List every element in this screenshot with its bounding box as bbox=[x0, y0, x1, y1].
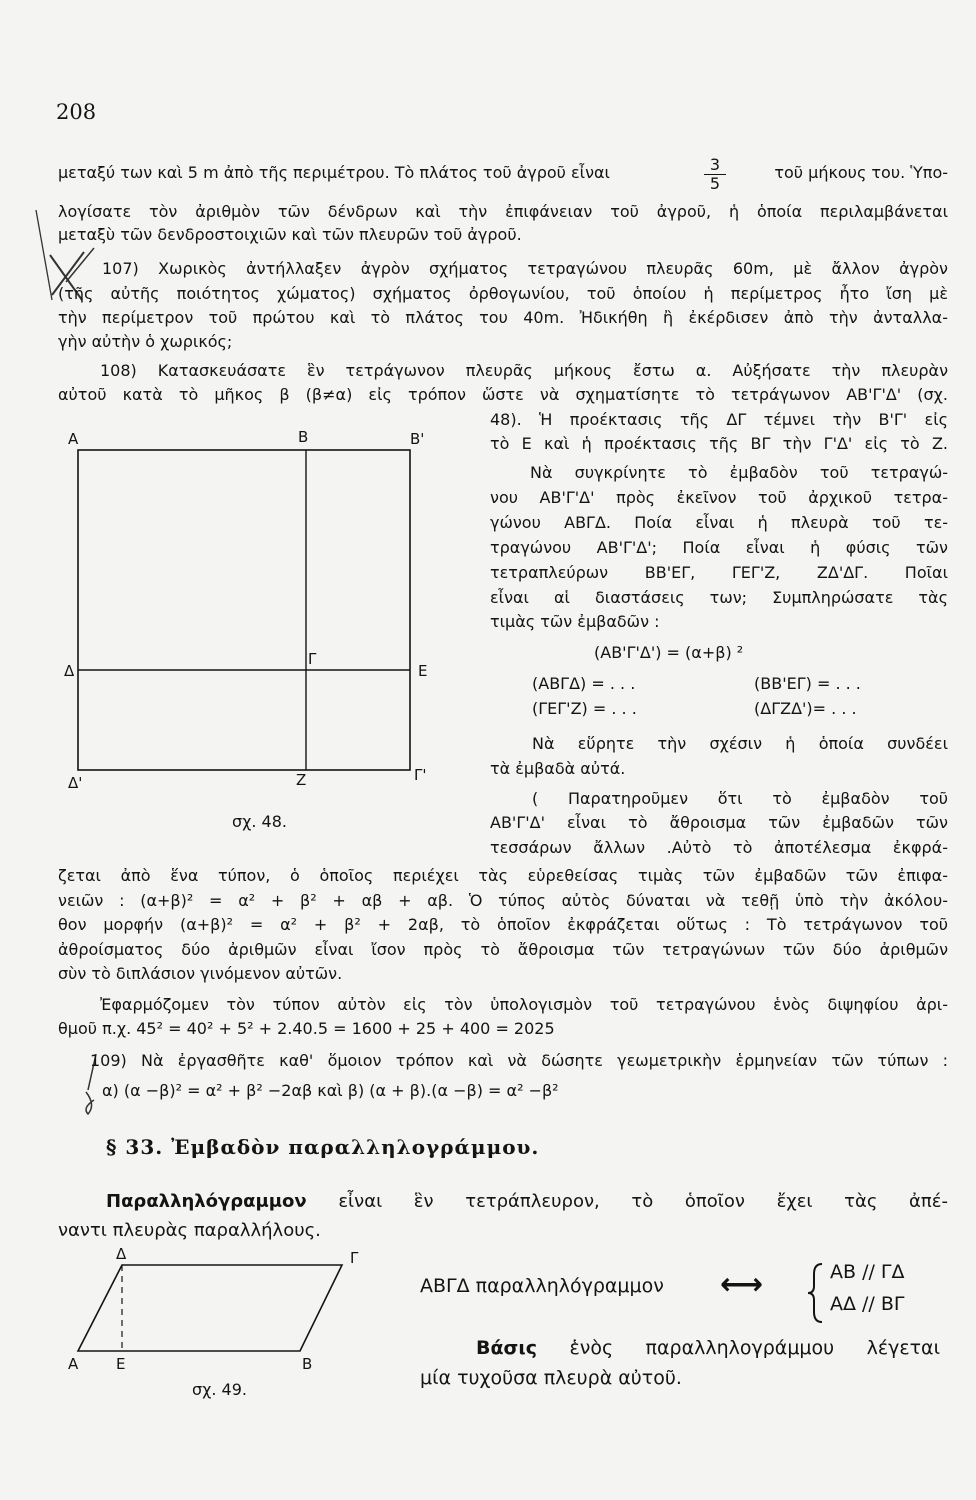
equation: (ΓΕΓ'Ζ) = . . . bbox=[532, 699, 637, 718]
equivalence-right-2: ΑΔ // ΒΓ bbox=[830, 1293, 905, 1315]
figure-49-caption: σχ. 49. bbox=[192, 1380, 247, 1399]
label-D-prime: Δ' bbox=[68, 774, 83, 788]
exercise-107-line: 107) Χωρικὸς ἀντήλλαξεν ἀγρὸν σχήματος τετραγώνου πλευρᾶς 60m, μὲ ἄλλον ἀγρὸν bbox=[102, 259, 948, 278]
brace-icon bbox=[806, 1262, 826, 1324]
text-line: λογίσατε τὸν ἀριθμὸν τῶν δένδρων καὶ τὴν ἐπιφάνειαν τοῦ ἀγροῦ, ἡ ὁποία περιλαμβάνεται bbox=[58, 202, 948, 221]
label-E: Ε bbox=[418, 662, 428, 680]
definition-term: Παραλληλόγραμμον bbox=[106, 1191, 307, 1212]
equivalence-right-1: ΑΒ // ΓΔ bbox=[830, 1261, 905, 1283]
figure-48-caption: σχ. 48. bbox=[232, 812, 287, 831]
equation: (ΑΒ'Γ'Δ') = (α+β) ² bbox=[594, 643, 744, 662]
exercise-108-col-line: τεσσάρων ἄλλων .Αὐτὸ τὸ ἀποτέλεσμα ἐκφρά- bbox=[490, 838, 948, 857]
exercise-108-col-line: τιμὰς τῶν ἐμβαδῶν : bbox=[490, 612, 660, 631]
exercise-108-col-line: γώνου ΑΒΓΔ. Ποία εἶναι ἡ πλευρὰ τοῦ τε- bbox=[490, 513, 948, 532]
label-E: Ε bbox=[116, 1355, 126, 1373]
label-G: Γ bbox=[350, 1249, 359, 1267]
exercise-108-col-line: ( Παρατηροῦμεν ὅτι τὸ ἐμβαδὸν τοῦ bbox=[532, 789, 948, 808]
fraction bbox=[704, 157, 726, 192]
text-line: τοῦ μήκους του. Ὑπο- bbox=[774, 163, 948, 182]
fraction-denominator: 5 bbox=[709, 174, 721, 193]
application-line: θμοῦ π.χ. 45² = 40² + 5² + 2.40.5 = 1600 + 25 + 400 = 2025 bbox=[58, 1019, 555, 1038]
basis-line: Βάσις ἑνὸς παραλληλογράμμου λέγεται bbox=[476, 1337, 940, 1359]
section-heading: § 33. Ἐμβαδὸν παραλληλογράμμου. bbox=[106, 1135, 540, 1159]
exercise-108-col-line: τραγώνου ΑΒ'Γ'Δ'; Ποία εἶναι ἡ φύσις τῶν bbox=[490, 538, 948, 557]
exercise-108-line: 108) Κατασκευάσατε ἓν τετράγωνον πλευρᾶς μήκους ἔστω α. Αὐξήσατε τὴν πλευρὰν bbox=[100, 361, 948, 380]
label-G: Γ bbox=[308, 650, 317, 668]
exercise-109-line: α) (α −β)² = α² + β² −2αβ καὶ β) (α + β).(α −β) = α² −β² bbox=[102, 1081, 559, 1100]
exercise-108-col-line: Νὰ συγκρίνητε τὸ ἐμβαδὸν τοῦ τετραγώ- bbox=[530, 463, 948, 482]
outer-square bbox=[78, 450, 410, 770]
exercise-108-col-line: 48). Ἡ προέκτασις τῆς ΔΓ τέμνει τὴν Β'Γ' εἰς bbox=[490, 410, 948, 429]
exercise-108-col-line: ΑΒ'Γ'Δ' εἶναι τὸ ἄθροισμα τῶν ἐμβαδῶν τῶν bbox=[490, 813, 948, 832]
exercise-108-col-line: νου ΑΒ'Γ'Δ' πρὸς ἐκεῖνον τοῦ ἀρχικοῦ τετρα- bbox=[490, 488, 948, 507]
label-B: Β bbox=[302, 1355, 313, 1373]
exercise-108-col-line: τετραπλεύρων ΒΒ'ΕΓ, ΓΕΓ'Ζ, ΖΔ'ΔΓ. Ποῖαι bbox=[490, 563, 948, 582]
parallelogram bbox=[78, 1265, 342, 1351]
basis-term: Βάσις bbox=[476, 1337, 537, 1359]
exercise-108-line: ἀθροίσματος δύο ἀριθμῶν εἶναι ἴσον πρὸς τὸ ἄθροισμα τῶν τετραγώνων τῶν δύο ἀριθμῶν bbox=[58, 940, 948, 959]
figure-48 bbox=[60, 428, 440, 788]
exercise-107-line: (τῆς αὐτῆς ποιότητος χώματος) σχήματος ὀρθογωνίου, τοῦ ὁποίου ἡ περίμετρος ἦτο ἴση μὲ bbox=[58, 284, 948, 303]
fraction-numerator: 3 bbox=[709, 155, 721, 174]
exercise-108-line: αὐτοῦ κατὰ τὸ μῆκος β (β≠α) εἰς τρόπον ὥστε νὰ σχηματίσητε τὸ τετράγωνον ΑΒ'Γ'Δ' (σχ. bbox=[58, 385, 948, 404]
figure-49 bbox=[60, 1245, 370, 1375]
label-D: Δ bbox=[116, 1245, 127, 1263]
exercise-108-line: θον μορφήν (α+β)² = α² + β² + 2αβ, τὸ ὁποῖον ἐκφράζεται οὕτως : Τὸ τετράγωνον τοῦ bbox=[58, 915, 948, 934]
label-A: Α bbox=[68, 430, 79, 448]
exercise-109-line: 109) Νὰ ἐργασθῆτε καθ' ὅμοιον τρόπον καὶ νὰ δώσητε γεωμετρικὴν ἑρμηνείαν τῶν τύπων : bbox=[90, 1051, 948, 1070]
label-B-prime: Β' bbox=[410, 430, 425, 448]
equation: (ΔΓΖΔ')= . . . bbox=[754, 699, 857, 718]
application-line: Ἐφαρμόζομεν τὸν τύπον αὐτὸν εἰς τὸν ὑπολογισμὸν τοῦ τετραγώνου ἑνὸς διψηφίου ἀρι- bbox=[100, 995, 948, 1014]
basis-line: μία τυχοῦσα πλευρὰ αὐτοῦ. bbox=[420, 1367, 682, 1389]
exercise-108-col-line: τὰ ἐμβαδὰ αὐτά. bbox=[490, 759, 626, 778]
exercise-107-line: γὴν αὐτὴν ὁ χωρικός; bbox=[58, 332, 233, 351]
page-number: 208 bbox=[56, 100, 97, 124]
exercise-107-line: τὴν περίμετρον τοῦ πρώτου καὶ τὸ πλάτος του 40m. Ἠδικήθη ἢ ἐκέρδισεν ἀπὸ τὴν ἀνταλλα- bbox=[58, 308, 948, 327]
definition-line: Παραλληλόγραμμον εἶναι ἓν τετράπλευρον, τὸ ὁποῖον ἔχει τὰς ἀπέ- bbox=[106, 1191, 948, 1212]
text-line: μεταξὺ τῶν δενδροστοιχιῶν καὶ τῶν πλευρῶν τοῦ ἀγροῦ. bbox=[58, 225, 522, 244]
definition-line: ναντι πλευρὰς παραλλήλους. bbox=[58, 1220, 321, 1241]
equation: (ΑΒΓΔ) = . . . bbox=[532, 674, 636, 693]
text-line: μεταξύ των καὶ 5 m ἀπὸ τῆς περιμέτρου. Τὸ πλάτος τοῦ ἀγροῦ εἶναι bbox=[58, 163, 610, 182]
exercise-108-col-line: εἶναι αἱ διαστάσεις των; Συμπληρώσατε τὰς bbox=[490, 588, 948, 607]
double-arrow-icon: ⟷ bbox=[720, 1267, 764, 1302]
equivalence-left: ΑΒΓΔ παραλληλόγραμμον bbox=[420, 1275, 664, 1297]
exercise-108-line: ζεται ἀπὸ ἕνα τύπον, ὁ ὁποῖος περιέχει τὰς εὑρεθείσας τιμὰς τῶν ἐμβαδῶν τῶν ἐπιφα- bbox=[58, 866, 948, 885]
label-Z: Ζ bbox=[296, 771, 307, 788]
label-D: Δ bbox=[64, 662, 75, 680]
label-B: Β bbox=[298, 428, 309, 446]
exercise-108-col-line: Νὰ εὕρητε τὴν σχέσιν ἡ ὁποία συνδέει bbox=[532, 734, 948, 753]
label-A: Α bbox=[68, 1355, 79, 1373]
exercise-108-col-line: τὸ Ε καὶ ἡ προέκτασις τῆς ΒΓ τὴν Γ'Δ' εἰς τὸ Ζ. bbox=[490, 434, 948, 453]
equation: (ΒΒ'ΕΓ) = . . . bbox=[754, 674, 861, 693]
exercise-108-line: σὺν τὸ διπλάσιον γινόμενον αὐτῶν. bbox=[58, 964, 343, 983]
exercise-108-line: νειῶν : (α+β)² = α² + β² + αβ + αβ. Ὁ τύπος αὐτὸς δύναται νὰ τεθῇ ὑπὸ τὴν ἀκόλου- bbox=[58, 891, 948, 910]
label-G-prime: Γ' bbox=[414, 766, 427, 784]
